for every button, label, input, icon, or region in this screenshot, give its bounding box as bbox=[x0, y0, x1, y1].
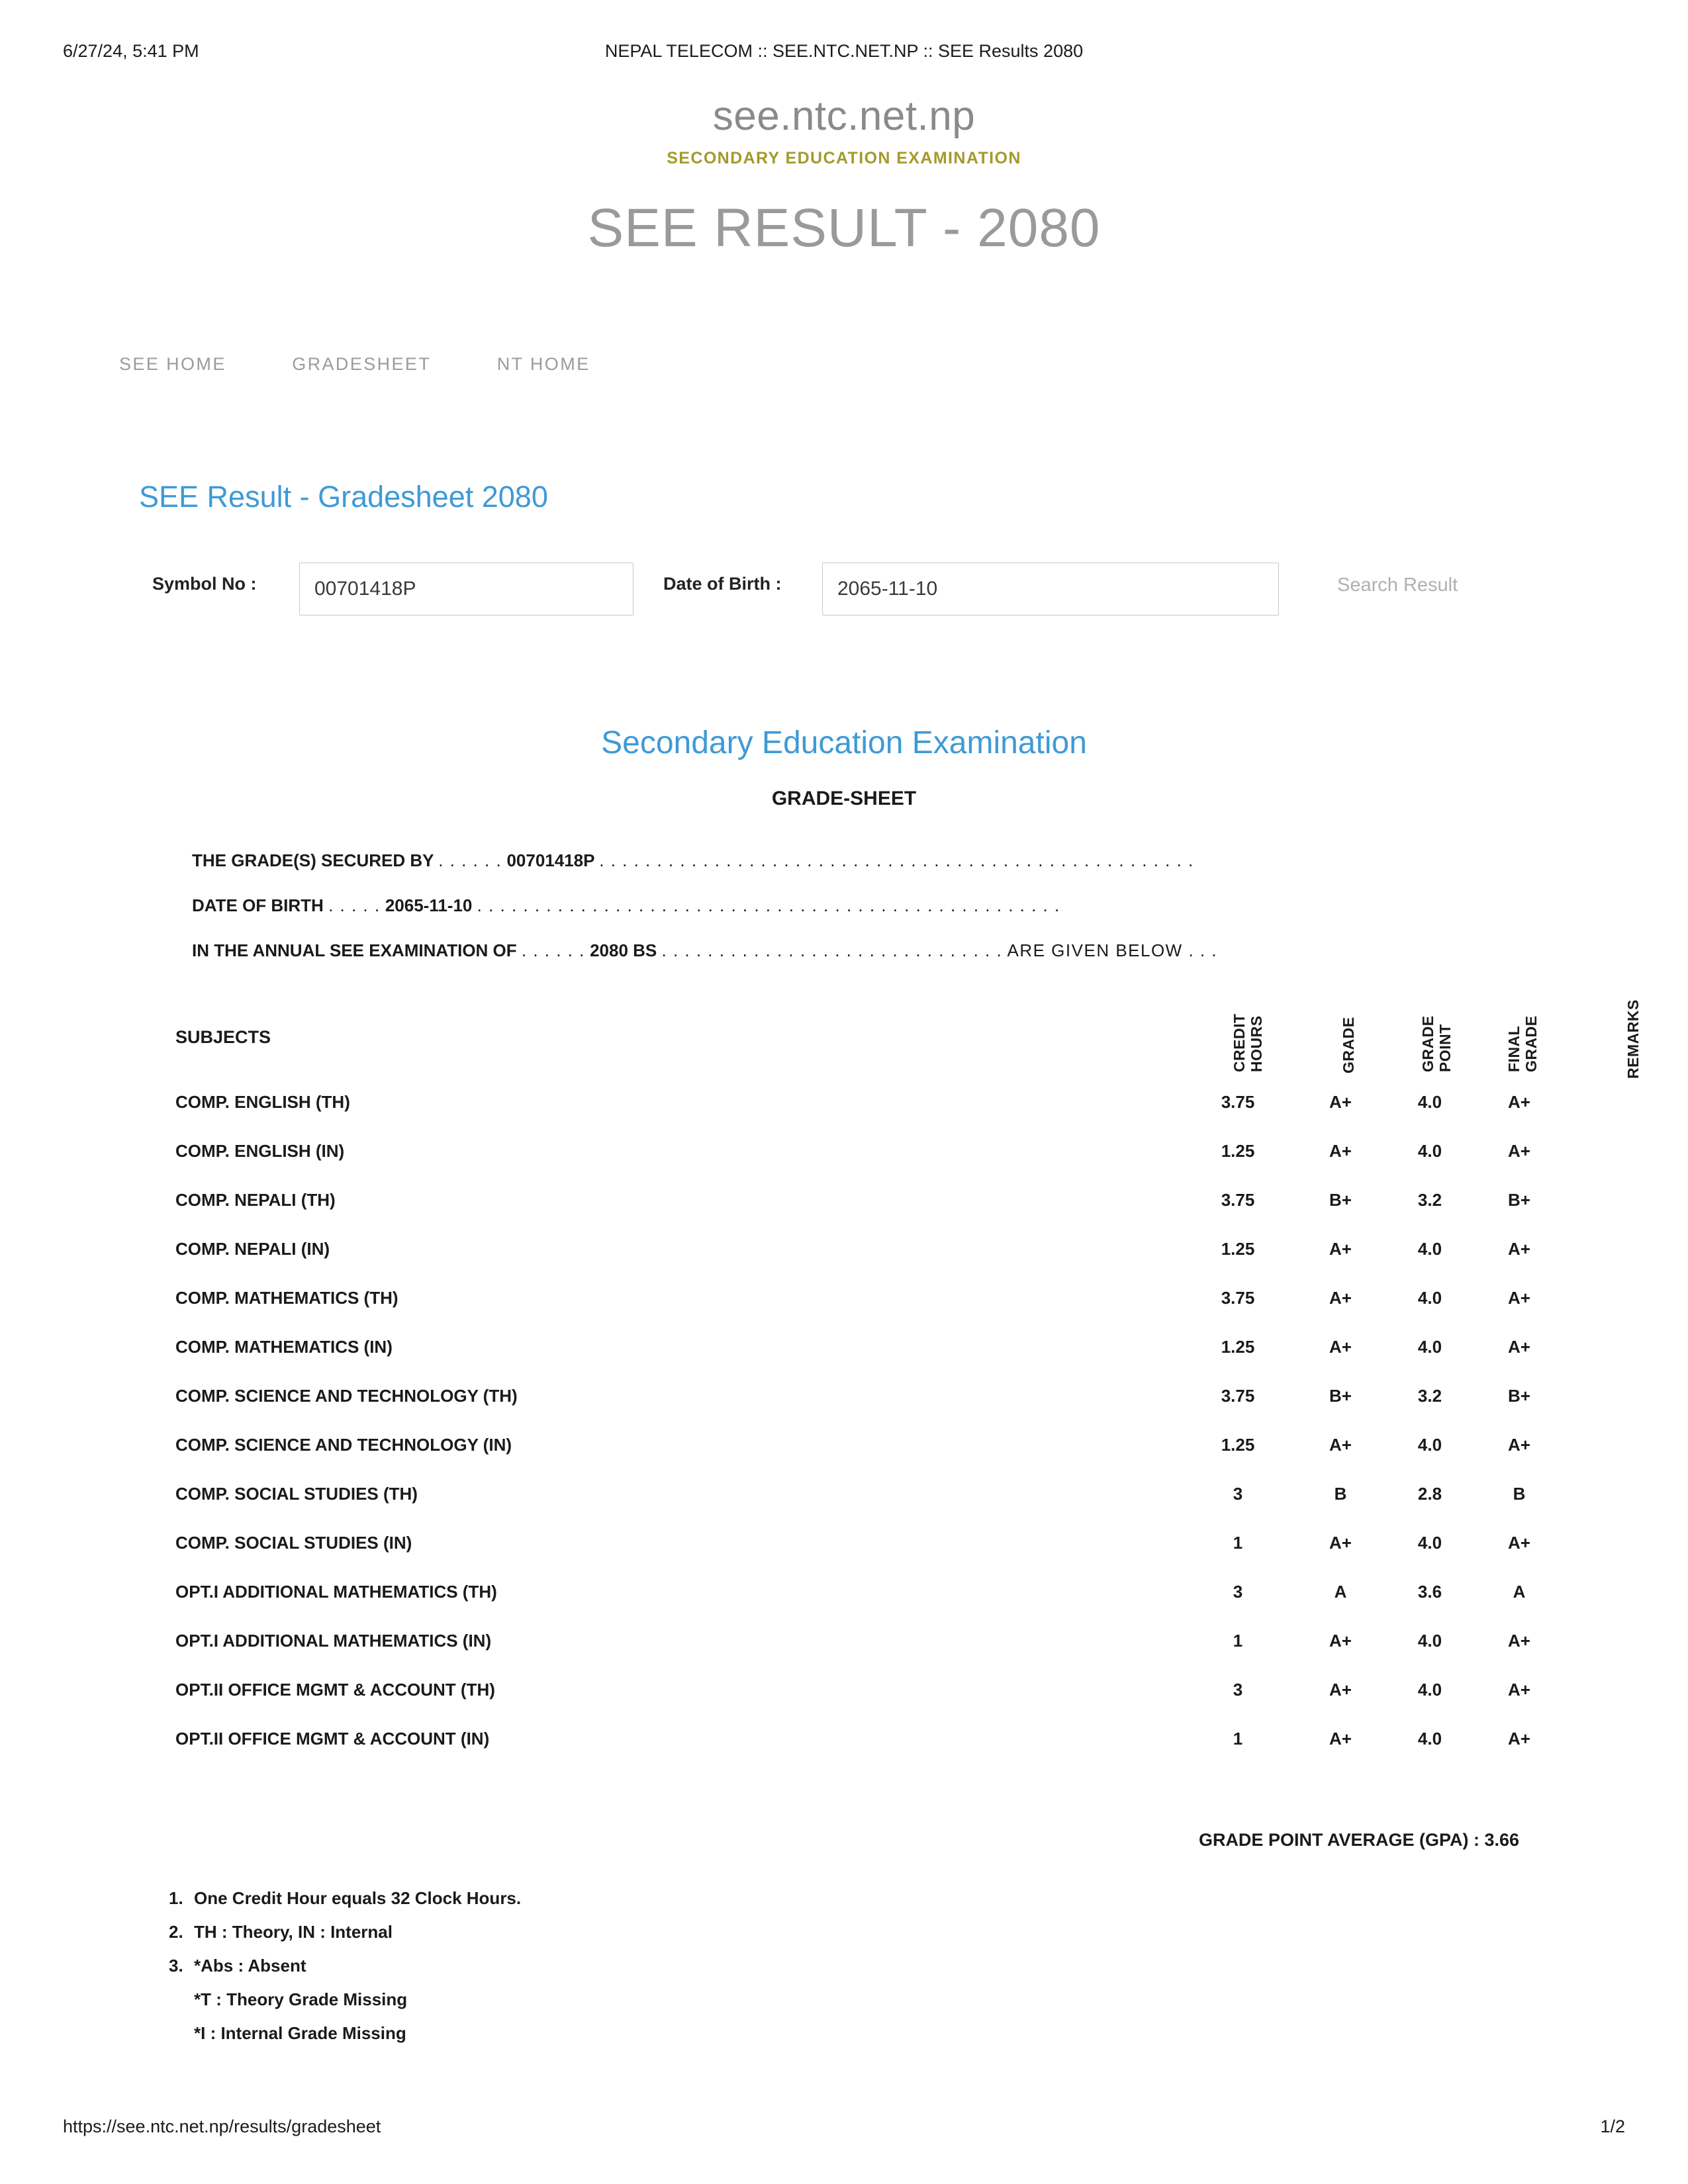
statement-grades-secured-by bbox=[192, 850, 1516, 871]
search-result-button[interactable]: Search Result bbox=[1337, 574, 1458, 596]
cell-grade: A+ bbox=[1329, 1141, 1352, 1161]
cell-grade: A+ bbox=[1329, 1729, 1352, 1749]
cell-final-grade: A+ bbox=[1508, 1533, 1530, 1553]
statement-value: 2080 BS bbox=[590, 940, 657, 960]
note-text: *Abs : Absent bbox=[194, 1956, 306, 1976]
cell-grade-point: 4.0 bbox=[1417, 1337, 1442, 1357]
cell-grade: A+ bbox=[1329, 1239, 1352, 1259]
note-number: 2. bbox=[169, 1922, 183, 1942]
nav-item-see-home[interactable]: SEE HOME bbox=[119, 354, 226, 374]
note-text: TH : Theory, IN : Internal bbox=[194, 1922, 393, 1942]
cell-final-grade: A+ bbox=[1508, 1141, 1530, 1161]
print-document-title: NEPAL TELECOM :: SEE.NTC.NET.NP :: SEE Results 2080 bbox=[604, 41, 1084, 61]
note-number: 1. bbox=[169, 1888, 183, 1908]
cell-final-grade: A+ bbox=[1508, 1729, 1530, 1749]
cell-final-grade: A+ bbox=[1508, 1631, 1530, 1651]
table-row bbox=[175, 1484, 1526, 1533]
cell-subject: COMP. SOCIAL STUDIES (IN) bbox=[175, 1533, 412, 1553]
list-item bbox=[169, 1957, 521, 1974]
cell-subject: OPT.I ADDITIONAL MATHEMATICS (TH) bbox=[175, 1582, 497, 1602]
cell-grade: B bbox=[1334, 1484, 1347, 1504]
list-item bbox=[169, 1889, 521, 1907]
cell-credit-hours: 3 bbox=[1233, 1582, 1243, 1602]
cell-grade: A+ bbox=[1329, 1533, 1352, 1553]
symbol-no-input[interactable]: 00701418P bbox=[299, 563, 633, 615]
cell-credit-hours: 1.25 bbox=[1221, 1141, 1255, 1161]
cell-final-grade: A bbox=[1513, 1582, 1526, 1602]
notes-list bbox=[169, 1889, 521, 2058]
cell-grade-point: 4.0 bbox=[1417, 1729, 1442, 1749]
cell-credit-hours: 1 bbox=[1233, 1533, 1243, 1553]
list-item bbox=[169, 1923, 521, 1940]
table-row bbox=[175, 1337, 1530, 1386]
cell-final-grade: A+ bbox=[1508, 1288, 1530, 1308]
print-date: 6/27/24, 5:41 PM bbox=[63, 41, 199, 61]
main-navigation bbox=[119, 354, 1575, 394]
cell-subject: COMP. NEPALI (TH) bbox=[175, 1190, 336, 1210]
cell-final-grade: A+ bbox=[1508, 1239, 1530, 1259]
cell-grade-point: 4.0 bbox=[1417, 1239, 1442, 1259]
cell-grade-point: 4.0 bbox=[1417, 1435, 1442, 1455]
column-header-final-grade: FINAL GRADE bbox=[1505, 1015, 1540, 1072]
table-row bbox=[175, 1386, 1530, 1435]
cell-credit-hours: 3.75 bbox=[1221, 1190, 1255, 1210]
note-text: *T : Theory Grade Missing bbox=[194, 1989, 408, 2009]
site-subtitle: SECONDARY EDUCATION EXAMINATION bbox=[667, 149, 1021, 168]
cell-grade: B+ bbox=[1329, 1190, 1352, 1210]
statement-exam-year bbox=[192, 940, 1516, 961]
cell-final-grade: A+ bbox=[1508, 1680, 1530, 1700]
gradesheet-title: Secondary Education Examination bbox=[601, 725, 1087, 760]
statement-dots-trailing: . . . . . . . . . . . . . . . . . . . . . . . . . . . . . . . . . . . . . . . . . . . . . . . . . . . bbox=[477, 895, 1060, 915]
cell-subject: COMP. NEPALI (IN) bbox=[175, 1239, 330, 1259]
statement-value: 2065-11-10 bbox=[385, 895, 473, 915]
cell-grade-point: 2.8 bbox=[1417, 1484, 1442, 1504]
cell-final-grade: A+ bbox=[1508, 1337, 1530, 1357]
statement-dots-leading: . . . . . bbox=[328, 895, 381, 915]
print-url: https://see.ntc.net.np/results/gradesheet bbox=[63, 2116, 381, 2136]
cell-grade: A+ bbox=[1329, 1337, 1352, 1357]
note-text: *I : Internal Grade Missing bbox=[194, 2023, 406, 2043]
cell-grade-point: 3.2 bbox=[1417, 1190, 1442, 1210]
cell-grade: A+ bbox=[1329, 1435, 1352, 1455]
site-title: see.ntc.net.np bbox=[712, 93, 976, 139]
date-of-birth-input[interactable]: 2065-11-10 bbox=[822, 563, 1279, 615]
cell-subject: COMP. MATHEMATICS (TH) bbox=[175, 1288, 399, 1308]
cell-grade: A+ bbox=[1329, 1631, 1352, 1651]
cell-subject: OPT.II OFFICE MGMT & ACCOUNT (TH) bbox=[175, 1680, 495, 1700]
statement-prefix: DATE OF BIRTH bbox=[192, 895, 324, 915]
cell-subject: COMP. SCIENCE AND TECHNOLOGY (TH) bbox=[175, 1386, 518, 1406]
column-header-grade: GRADE bbox=[1340, 1017, 1357, 1073]
table-row bbox=[175, 1141, 1530, 1190]
cell-grade-point: 4.0 bbox=[1417, 1141, 1442, 1161]
cell-grade: A+ bbox=[1329, 1680, 1352, 1700]
cell-grade-point: 4.0 bbox=[1417, 1533, 1442, 1553]
cell-grade-point: 3.2 bbox=[1417, 1386, 1442, 1406]
cell-subject: OPT.II OFFICE MGMT & ACCOUNT (IN) bbox=[175, 1729, 490, 1749]
table-row bbox=[175, 1190, 1530, 1239]
cell-grade: B+ bbox=[1329, 1386, 1352, 1406]
statement-date-of-birth bbox=[192, 895, 1516, 916]
cell-grade: A+ bbox=[1329, 1288, 1352, 1308]
table-row bbox=[175, 1533, 1530, 1582]
cell-subject: COMP. MATHEMATICS (IN) bbox=[175, 1337, 393, 1357]
cell-credit-hours: 3.75 bbox=[1221, 1386, 1255, 1406]
table-row bbox=[175, 1729, 1530, 1778]
statement-dots-trailing: . . . . . . . . . . . . . . . . . . . . . . . . . . . . . . ARE GIVEN BELOW . . . bbox=[661, 940, 1218, 960]
grade-point-average: GRADE POINT AVERAGE (GPA) : 3.66 bbox=[1198, 1830, 1519, 1850]
print-page-number: 1/2 bbox=[1600, 2116, 1625, 2136]
cell-grade-point: 4.0 bbox=[1417, 1631, 1442, 1651]
print-footer bbox=[0, 2116, 1688, 2143]
table-row bbox=[175, 1435, 1530, 1484]
statement-prefix: THE GRADE(S) SECURED BY bbox=[192, 850, 434, 870]
cell-credit-hours: 1 bbox=[1233, 1631, 1243, 1651]
cell-credit-hours: 3.75 bbox=[1221, 1288, 1255, 1308]
cell-final-grade: A+ bbox=[1508, 1435, 1530, 1455]
cell-final-grade: B bbox=[1513, 1484, 1526, 1504]
table-row bbox=[175, 1239, 1530, 1288]
table-row bbox=[175, 1288, 1530, 1337]
cell-credit-hours: 3 bbox=[1233, 1680, 1243, 1700]
cell-credit-hours: 1.25 bbox=[1221, 1435, 1255, 1455]
statement-dots-leading: . . . . . . bbox=[521, 940, 585, 960]
column-header-credit-hours: CREDIT HOURS bbox=[1231, 1013, 1265, 1072]
column-header-grade-point: GRADE POINT bbox=[1419, 1015, 1454, 1072]
note-number: 3. bbox=[169, 1956, 183, 1976]
cell-subject: COMP. ENGLISH (TH) bbox=[175, 1092, 350, 1112]
grades-table-body bbox=[175, 1092, 1530, 1778]
cell-credit-hours: 3 bbox=[1233, 1484, 1243, 1504]
search-form bbox=[152, 556, 1542, 622]
cell-grade-point: 4.0 bbox=[1417, 1680, 1442, 1700]
list-item bbox=[169, 2025, 521, 2042]
statement-dots-leading: . . . . . . bbox=[438, 850, 502, 870]
cell-subject: OPT.I ADDITIONAL MATHEMATICS (IN) bbox=[175, 1631, 492, 1651]
cell-grade-point: 4.0 bbox=[1417, 1092, 1442, 1112]
cell-final-grade: B+ bbox=[1508, 1190, 1530, 1210]
statement-value: 00701418P bbox=[506, 850, 595, 870]
table-row bbox=[175, 1582, 1526, 1631]
column-header-remarks: REMARKS bbox=[1624, 999, 1642, 1079]
section-title: SEE Result - Gradesheet 2080 bbox=[139, 480, 548, 514]
note-text: One Credit Hour equals 32 Clock Hours. bbox=[194, 1888, 522, 1908]
print-header bbox=[0, 41, 1688, 68]
cell-final-grade: B+ bbox=[1508, 1386, 1530, 1406]
cell-subject: COMP. SCIENCE AND TECHNOLOGY (IN) bbox=[175, 1435, 512, 1455]
cell-credit-hours: 3.75 bbox=[1221, 1092, 1255, 1112]
table-row bbox=[175, 1631, 1530, 1680]
cell-grade-point: 3.6 bbox=[1417, 1582, 1442, 1602]
nav-item-gradesheet[interactable]: GRADESHEET bbox=[292, 354, 432, 374]
cell-credit-hours: 1.25 bbox=[1221, 1337, 1255, 1357]
cell-subject: COMP. SOCIAL STUDIES (TH) bbox=[175, 1484, 418, 1504]
table-row bbox=[175, 1092, 1530, 1141]
cell-credit-hours: 1.25 bbox=[1221, 1239, 1255, 1259]
statement-prefix: IN THE ANNUAL SEE EXAMINATION OF bbox=[192, 940, 517, 960]
date-of-birth-label: Date of Birth : bbox=[663, 574, 782, 594]
list-item bbox=[169, 1991, 521, 2008]
nav-item-nt-home[interactable]: NT HOME bbox=[496, 354, 590, 374]
site-masthead bbox=[0, 93, 1688, 259]
page-title: SEE RESULT - 2080 bbox=[587, 198, 1101, 259]
cell-grade-point: 4.0 bbox=[1417, 1288, 1442, 1308]
table-row bbox=[175, 1680, 1530, 1729]
cell-credit-hours: 1 bbox=[1233, 1729, 1243, 1749]
cell-subject: COMP. ENGLISH (IN) bbox=[175, 1141, 345, 1161]
statement-dots-trailing: . . . . . . . . . . . . . . . . . . . . . . . . . . . . . . . . . . . . . . . . . . . . . . . . . . . . bbox=[599, 850, 1194, 870]
cell-grade: A bbox=[1334, 1582, 1347, 1602]
column-header-subjects: SUBJECTS bbox=[175, 1027, 271, 1047]
symbol-no-label: Symbol No : bbox=[152, 574, 257, 594]
cell-final-grade: A+ bbox=[1508, 1092, 1530, 1112]
cell-grade: A+ bbox=[1329, 1092, 1352, 1112]
gradesheet-subtitle: GRADE-SHEET bbox=[771, 788, 917, 809]
